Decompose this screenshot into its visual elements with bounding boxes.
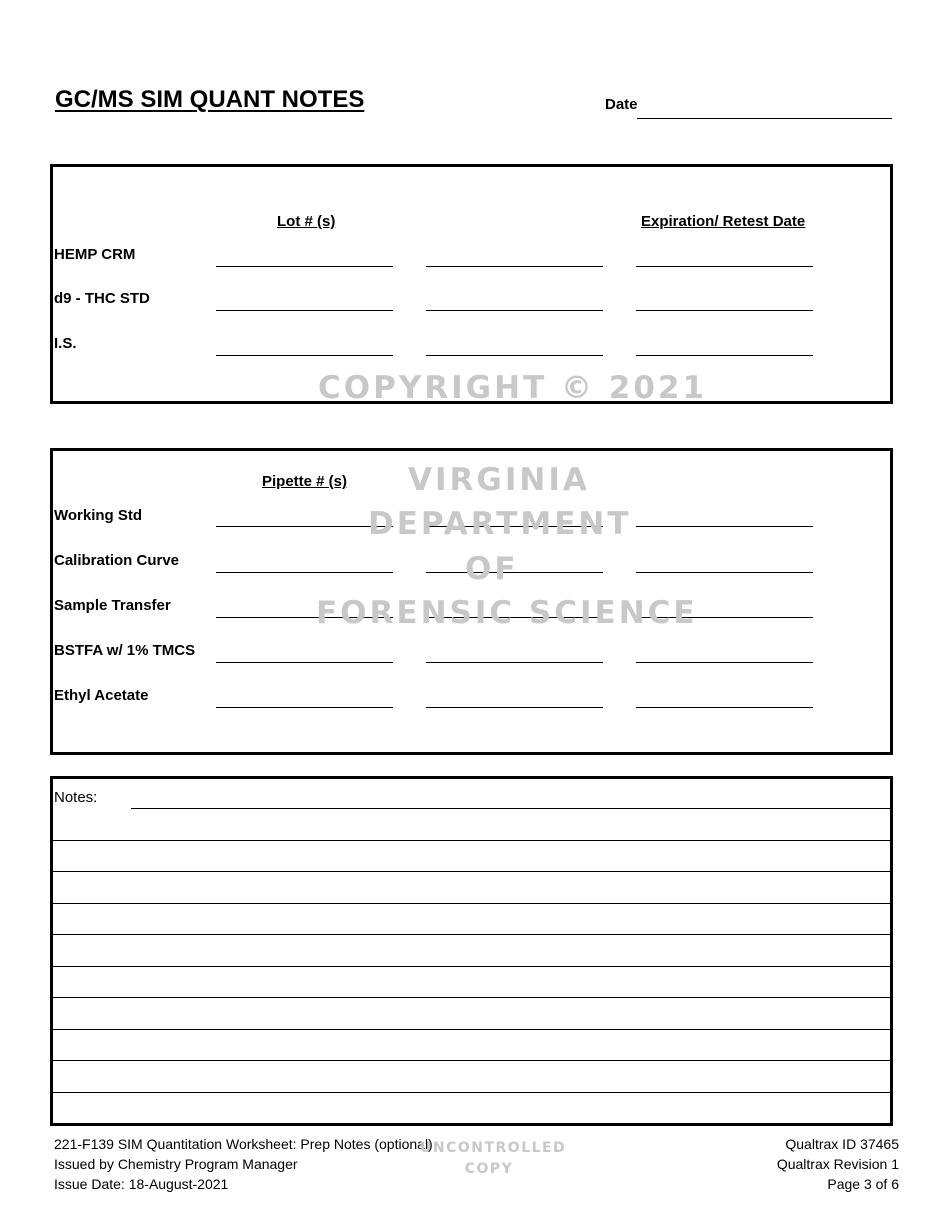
copy-text: COPY xyxy=(464,1161,514,1177)
pipette-row-label: Sample Transfer xyxy=(54,597,171,614)
footer-left xyxy=(54,1134,433,1194)
pipette-field[interactable] xyxy=(426,617,603,618)
pipette-field[interactable] xyxy=(636,572,813,573)
notes-line[interactable] xyxy=(52,903,891,904)
footer-issued-by: Issued by Chemistry Program Manager xyxy=(54,1156,298,1172)
pipette-column-header: Pipette # (s) xyxy=(262,473,348,490)
pipette-field[interactable] xyxy=(636,707,813,708)
notes-label: Notes: xyxy=(54,789,98,806)
date-label: Date xyxy=(605,96,638,113)
pipette-field[interactable] xyxy=(426,707,603,708)
footer-qualtrax-revision: Qualtrax Revision 1 xyxy=(776,1156,899,1172)
lot-field[interactable] xyxy=(216,355,393,356)
footer-qualtrax-id: Qualtrax ID 37465 xyxy=(785,1136,899,1152)
reagents-section xyxy=(50,164,893,404)
lot-field[interactable] xyxy=(426,310,603,311)
pipette-row-label: Working Std xyxy=(54,507,143,524)
pipette-field[interactable] xyxy=(636,662,813,663)
pipette-field[interactable] xyxy=(216,662,393,663)
expiration-field[interactable] xyxy=(636,355,813,356)
notes-line[interactable] xyxy=(52,1092,891,1093)
pipette-field[interactable] xyxy=(216,617,393,618)
notes-line[interactable] xyxy=(52,997,891,998)
notes-line[interactable] xyxy=(52,871,891,872)
page-title: GC/MS SIM QUANT NOTES xyxy=(55,86,365,113)
lot-field[interactable] xyxy=(426,266,603,267)
notes-line[interactable] xyxy=(52,840,891,841)
watermark-virginia: VIRGINIA xyxy=(408,462,590,498)
footer-issue-date: Issue Date: 18-August-2021 xyxy=(54,1176,229,1192)
notes-line[interactable] xyxy=(52,966,891,967)
pipette-field[interactable] xyxy=(636,526,813,527)
pipette-row-label: Calibration Curve xyxy=(54,552,180,569)
watermark-forensic-science: FORENSIC SCIENCE xyxy=(316,595,698,631)
watermark-department: DEPARTMENT xyxy=(368,506,632,542)
uncontrolled-copy-watermark xyxy=(420,1138,567,1180)
pipette-section xyxy=(50,448,893,755)
lot-field[interactable] xyxy=(426,355,603,356)
pipette-field[interactable] xyxy=(426,662,603,663)
pipette-field[interactable] xyxy=(216,526,393,527)
uncontrolled-text: UNCONTROLLED xyxy=(420,1140,567,1156)
lot-column-header: Lot # (s) xyxy=(277,213,336,230)
notes-line[interactable] xyxy=(52,934,891,935)
footer-page-number: Page 3 of 6 xyxy=(827,1176,899,1192)
notes-line[interactable] xyxy=(52,1060,891,1061)
expiration-column-header: Expiration/ Retest Date xyxy=(641,213,806,230)
pipette-field[interactable] xyxy=(216,707,393,708)
notes-line[interactable] xyxy=(131,808,891,809)
pipette-row-label: Ethyl Acetate xyxy=(54,687,149,704)
reagent-row-label: d9 - THC STD xyxy=(54,290,150,307)
reagent-row-label: I.S. xyxy=(54,335,77,352)
reagent-row-label: HEMP CRM xyxy=(54,246,136,263)
pipette-field[interactable] xyxy=(426,572,603,573)
lot-field[interactable] xyxy=(216,310,393,311)
notes-line[interactable] xyxy=(52,1029,891,1030)
watermark-of: OF xyxy=(465,551,519,587)
pipette-row-label: BSTFA w/ 1% TMCS xyxy=(54,642,196,659)
lot-field[interactable] xyxy=(216,266,393,267)
date-field[interactable] xyxy=(637,118,892,119)
pipette-field[interactable] xyxy=(426,526,603,527)
notes-section xyxy=(50,776,893,1126)
copyright-watermark: COPYRIGHT © 2021 xyxy=(318,370,708,406)
pipette-field[interactable] xyxy=(216,572,393,573)
expiration-field[interactable] xyxy=(636,266,813,267)
pipette-field[interactable] xyxy=(636,617,813,618)
footer-right xyxy=(777,1134,899,1194)
footer-form-title: 221-F139 SIM Quantitation Worksheet: Prep Notes (optional) xyxy=(54,1136,433,1152)
expiration-field[interactable] xyxy=(636,310,813,311)
